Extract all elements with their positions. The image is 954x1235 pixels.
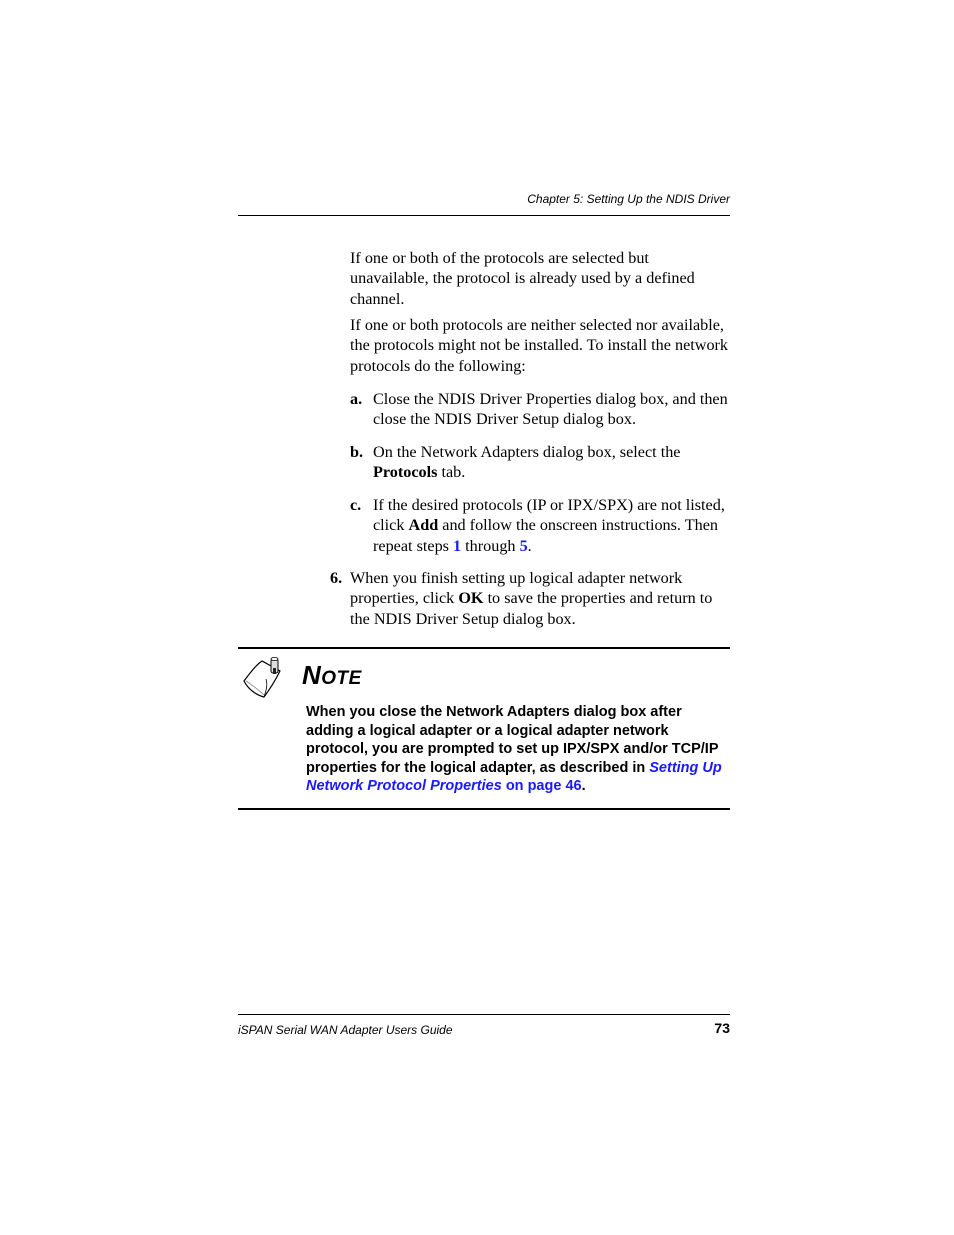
note-link-section[interactable]: Setting Up Network Protocol Properties: [306, 759, 722, 795]
page-number: 73: [714, 1020, 730, 1036]
substep-marker: c.: [350, 496, 362, 514]
step-6: [330, 568, 730, 629]
step-marker: 6.: [330, 569, 343, 587]
ui-term-protocols: Protocols: [373, 463, 438, 482]
step-link-1[interactable]: 1: [453, 536, 462, 555]
footer-rule: [238, 1014, 730, 1015]
note-link-page[interactable]: on page 46: [501, 778, 582, 795]
ui-term-ok: OK: [458, 589, 484, 608]
substep-marker: b.: [350, 443, 364, 461]
note-top-rule: [238, 647, 730, 649]
substep-text: If the desired protocols (IP or IPX/SPX) are not listed, click Add and follow the onscreen instructions. Then repeat steps 1 through 5.: [373, 496, 725, 555]
running-header: Chapter 5: Setting Up the NDIS Driver: [527, 192, 730, 206]
step-text: When you finish setting up logical adapter network properties, click OK to save the properties and return to the NDIS Driver Setup dialog box.: [350, 569, 713, 628]
substep-text: Close the NDIS Driver Properties dialog box, and then close the NDIS Driver Setup dialog box.: [373, 390, 728, 429]
paragraph-protocols-not-installed: If one or both protocols are neither selected nor available, the protocols might not be installed. To install the network protocols do the following:: [350, 316, 729, 375]
substep-a: [350, 389, 730, 430]
note-title: NOTE: [302, 660, 362, 690]
substep-marker: a.: [350, 390, 363, 408]
substep-b: [350, 442, 730, 483]
header-rule: [238, 215, 730, 216]
note-paper-icon: [240, 655, 290, 701]
ui-term-add: Add: [408, 516, 439, 535]
footer-title: iSPAN Serial WAN Adapter Users Guide: [238, 1023, 453, 1037]
substep-text: On the Network Adapters dialog box, select the Protocols tab.: [373, 443, 681, 482]
note-body: When you close the Network Adapters dialog box after adding a logical adapter or a logical adapter network protocol, you are prompted to set up IPX/SPX and/or TCP/IP properties for the logical adapter, as described in Setting Up Network Protocol Properties on page 46.: [306, 704, 722, 795]
note-bottom-rule: [238, 808, 730, 810]
paragraph-protocols-unavailable: If one or both of the protocols are selected but unavailable, the protocol is already used by a defined channel.: [350, 249, 695, 308]
substep-c: [350, 495, 730, 556]
step-link-5[interactable]: 5: [519, 536, 528, 555]
